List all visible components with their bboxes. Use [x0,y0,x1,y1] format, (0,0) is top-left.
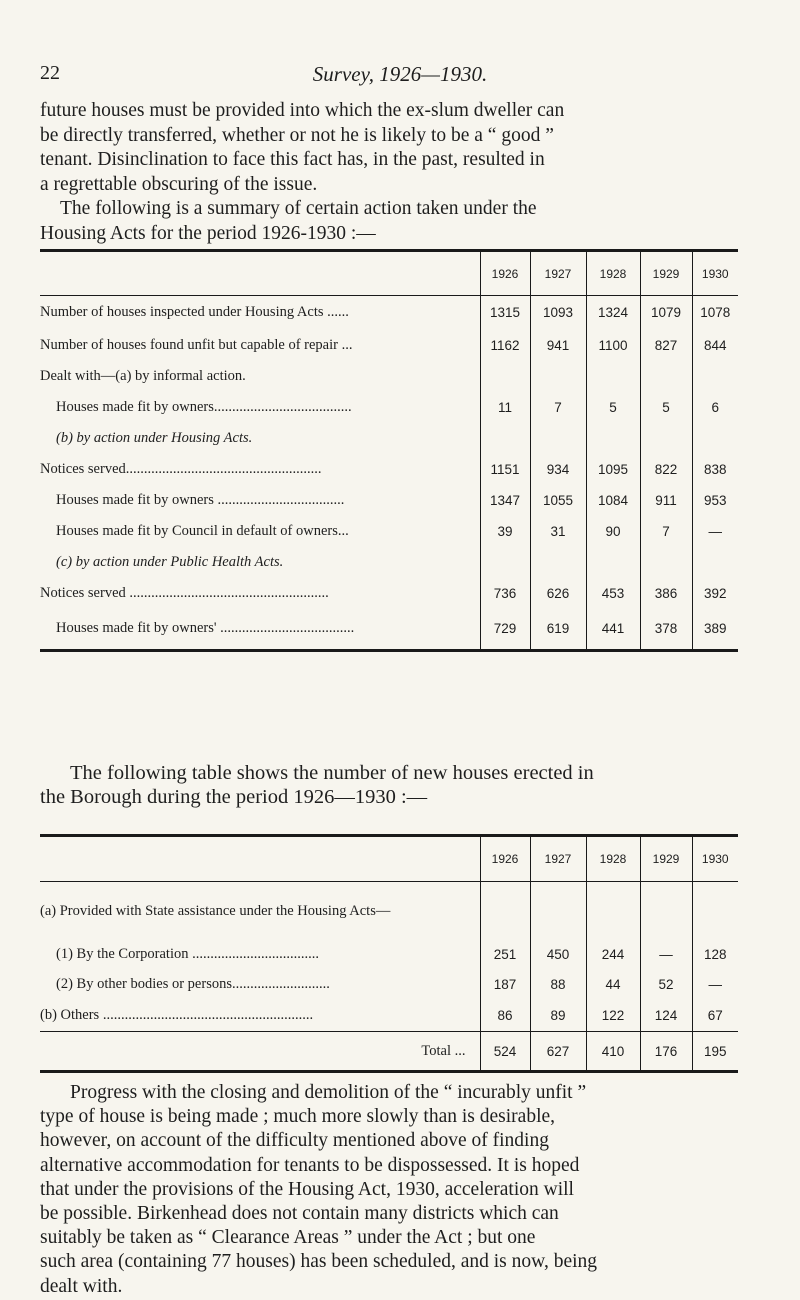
table-row [40,970,738,1000]
cell: 52 [640,970,692,1000]
cell: — [692,516,738,547]
text-line: however, on account of the difficulty mentioned above of finding [40,1130,549,1152]
middle-paragraph [40,761,740,809]
empty-header-cell [40,251,480,296]
text-line: type of house is being made ; much more slowly than is desirable, [40,1106,556,1128]
section-label: (a) Provided with State assistance under the Housing Acts— [40,902,391,919]
row-label: Number of houses found unfit but capable of repair ... [40,336,353,353]
cell: 619 [530,609,586,651]
cell: 453 [586,578,640,609]
section-row [40,882,738,940]
text-line: The following table shows the number of new houses erected in [70,762,594,784]
cell: 1055 [530,485,586,516]
cell: 44 [586,970,640,1000]
section-row [40,423,738,454]
table-row [40,296,738,330]
cell: 941 [530,330,586,361]
section-row [40,361,738,392]
year-header: 1927 [530,836,586,882]
cell: 838 [692,454,738,485]
cell: 1315 [480,296,530,330]
text-line: future houses must be provided into which the ex-slum dweller can [40,100,565,121]
cell: 187 [480,970,530,1000]
year-header: 1929 [640,251,692,296]
year-header: 1927 [530,251,586,296]
year-header: 1930 [692,251,738,296]
year-header: 1926 [480,836,530,882]
cell: 378 [640,609,692,651]
cell: 124 [640,1000,692,1032]
text-line: Progress with the closing and demolition of the “ incurably unfit ” [70,1082,587,1103]
cell: 441 [586,609,640,651]
cell: 389 [692,609,738,651]
row-label: Notices served ....................................................... [40,584,329,601]
year-header: 1926 [480,251,530,296]
empty-header-cell [40,836,480,882]
cell: 5 [640,392,692,423]
cell: — [692,970,738,1000]
cell: 1079 [640,296,692,330]
cell: 31 [530,516,586,547]
cell: 67 [692,1000,738,1032]
text-line: that under the provisions of the Housing Act, 1930, acceleration will [40,1178,574,1200]
cell: 1100 [586,330,640,361]
text-line: the Borough during the period 1926—1930 :— [40,786,428,808]
cell: 392 [692,578,738,609]
cell: 1151 [480,454,530,485]
text-line: such area (containing 77 houses) has been scheduled, and is now, being [40,1251,598,1273]
text-line: alternative accommodation for tenants to be dispossessed. It is hoped [40,1154,580,1176]
row-label: Notices served...................................................... [40,460,322,477]
cell: 128 [692,940,738,970]
cell: 1347 [480,485,530,516]
cell: — [640,940,692,970]
cell: 39 [480,516,530,547]
page-number: 22 [40,62,60,84]
table-header-row [40,836,738,882]
cell: 736 [480,578,530,609]
total-row [40,1032,738,1072]
row-label: (1) By the Corporation ................................... [56,946,319,962]
cell: 911 [640,485,692,516]
cell: 450 [530,940,586,970]
closing-paragraph [40,1081,740,1299]
cell: 386 [640,578,692,609]
cell: 729 [480,609,530,651]
cell: 90 [586,516,640,547]
cell: 1324 [586,296,640,330]
cell: 844 [692,330,738,361]
table-row [40,609,738,651]
year-header: 1928 [586,836,640,882]
table-row [40,516,738,547]
year-header: 1930 [692,836,738,882]
housing-action-table [40,249,738,652]
row-label: Houses made fit by Council in default of owners... [56,522,349,539]
page-header [40,62,760,90]
section-label: (b) by action under Housing Acts. [56,429,253,446]
text-line: be directly transferred, whether or not he is likely to be a “ good ” [40,124,554,146]
section-row [40,547,738,578]
table-row [40,578,738,609]
row-label: Number of houses inspected under Housing Acts ...... [40,304,349,321]
text-line: Housing Acts for the period 1926-1930 :— [40,222,376,244]
cell: 934 [530,454,586,485]
year-header: 1929 [640,836,692,882]
cell: 244 [586,940,640,970]
cell: 5 [586,392,640,423]
cell: 1162 [480,330,530,361]
cell: 176 [640,1032,692,1072]
cell: 89 [530,1000,586,1032]
total-label: Total ... [421,1042,466,1059]
row-label: Houses made fit by owners ................................... [56,491,345,508]
cell: 7 [640,516,692,547]
cell: 524 [480,1032,530,1072]
text-line: dealt with. [40,1275,123,1297]
cell: 1084 [586,485,640,516]
cell: 822 [640,454,692,485]
cell: 88 [530,970,586,1000]
cell: 1095 [586,454,640,485]
text-line: suitably be taken as “ Clearance Areas ” under the Act ; but one [40,1227,536,1249]
text-line: tenant. Disinclination to face this fact has, in the past, resulted in [40,149,545,170]
row-label: (b) Others .......................................................... [40,1000,480,1032]
text-line: The following is a summary of certain action taken under the [60,198,537,219]
table-row [40,940,738,970]
cell: 251 [480,940,530,970]
table-row [40,330,738,361]
cell: 6 [692,392,738,423]
year-header: 1928 [586,251,640,296]
section-label: Dealt with—(a) by informal action. [40,367,246,384]
cell: 827 [640,330,692,361]
cell: 410 [586,1032,640,1072]
cell: 627 [530,1032,586,1072]
cell: 86 [480,1000,530,1032]
text-line: be possible. Birkenhead does not contain many districts which can [40,1203,559,1225]
running-title: Survey, 1926—1930. [312,62,488,86]
table-row [40,1000,738,1032]
table-row [40,392,738,423]
table-row [40,454,738,485]
cell: 195 [692,1032,738,1072]
text-line: a regrettable obscuring of the issue. [40,173,318,195]
table-row [40,485,738,516]
cell: 626 [530,578,586,609]
cell: 1078 [692,296,738,330]
cell: 122 [586,1000,640,1032]
row-label: (2) By other bodies or persons........................... [56,976,330,992]
row-label: Houses made fit by owners' ..................................... [56,620,355,637]
section-label: (c) by action under Public Health Acts. [56,553,284,570]
intro-paragraph [40,99,740,246]
cell: 953 [692,485,738,516]
cell: 1093 [530,296,586,330]
cell: 11 [480,392,530,423]
row-label: Houses made fit by owners...................................... [56,398,352,415]
cell: 7 [530,392,586,423]
new-houses-table [40,834,738,1073]
table-header-row [40,251,738,296]
